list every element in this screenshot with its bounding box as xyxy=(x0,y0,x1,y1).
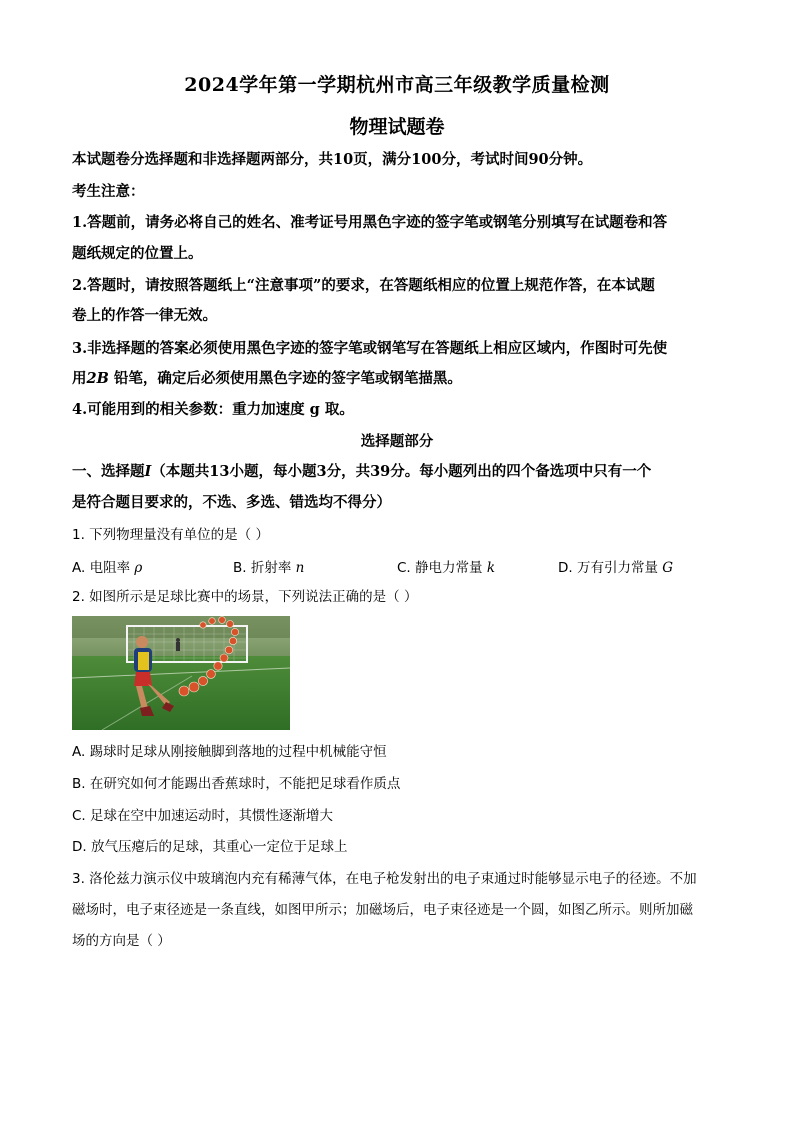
question-1-option-b: B. 折射率 n xyxy=(233,560,305,576)
notice-intro: 本试题卷分选择题和非选择题两部分，共10页，满分100分，考试时间90分钟。 xyxy=(72,151,593,168)
question-1-option-d: D. 万有引力常量 G xyxy=(558,560,674,576)
question-1-option-a: A. 电阻率 ρ xyxy=(72,560,143,576)
notice-item-3-line-2 xyxy=(72,369,732,389)
page-title: 2024学年第一学期杭州市高三年级教学质量检测 xyxy=(184,74,610,96)
pencil-grade-symbol: 2B xyxy=(86,370,109,387)
question-2-option-d: D. 放气压瘪后的足球，其重心一定位于足球上 xyxy=(72,839,348,855)
question-2-option-b: B. 在研究如何才能踢出香蕉球时，不能把足球看作质点 xyxy=(72,776,401,792)
question-1-stem: 1. 下列物理量没有单位的是（ ） xyxy=(72,527,269,543)
notice-item-1-line-1: 1.答题前，请务必将自己的姓名、准考证号用黑色字迹的签字笔或钢笔分别填写在试题卷和答 xyxy=(72,214,668,231)
part1-heading-a: 一、选择题 xyxy=(72,463,145,480)
part1-heading-line-2: 是符合题目要求的，不选、多选、错选均不得分） xyxy=(72,494,391,511)
part1-heading-b: （本题共13小题，每小题3分，共39分。每小题列出的四个备选项中只有一个 xyxy=(151,463,652,480)
part1-heading-line-1 xyxy=(72,462,732,482)
notice-item-3-line-2-a: 用 xyxy=(72,370,87,387)
notice-item-4: 4.可能用到的相关参数：重力加速度 g 取。 xyxy=(72,401,354,418)
page-subtitle: 物理试题卷 xyxy=(349,116,445,138)
question-2-option-a: A. 踢球时足球从刚接触脚到落地的过程中机械能守恒 xyxy=(72,744,387,760)
question-3-stem-line-2: 磁场时，电子束径迹是一条直线，如图甲所示；加磁场后，电子束径迹是一个圆，如图乙所示。则所加磁 xyxy=(72,902,693,918)
question-3-stem-line-3: 场的方向是（ ） xyxy=(72,933,171,949)
notice-heading: 考生注意： xyxy=(72,183,145,200)
section-title: 选择题部分 xyxy=(360,433,434,450)
notice-item-3-line-2-b: 铅笔，确定后必须使用黑色字迹的签字笔或钢笔描黑。 xyxy=(108,370,462,387)
notice-item-2-line-1: 2.答题时，请按照答题纸上“注意事项”的要求，在答题纸相应的位置上规范作答，在本试题 xyxy=(72,277,655,294)
question-2-option-c: C. 足球在空中加速运动时，其惯性逐渐增大 xyxy=(72,808,334,824)
soccer-kick-photo xyxy=(72,616,290,730)
notice-item-3-line-1: 3.非选择题的答案必须使用黑色字迹的签字笔或钢笔写在答题纸上相应区域内，作图时可先使 xyxy=(72,340,668,357)
notice-item-1-line-2: 题纸规定的位置上。 xyxy=(72,245,203,262)
part1-roman-symbol: I xyxy=(144,463,152,480)
question-1-option-c: C. 静电力常量 k xyxy=(397,560,495,576)
notice-item-2-line-2: 卷上的作答一律无效。 xyxy=(72,307,217,324)
question-2-stem: 2. 如图所示是足球比赛中的场景，下列说法正确的是（ ） xyxy=(72,589,418,605)
question-3-stem-line-1: 3. 洛伦兹力演示仪中玻璃泡内充有稀薄气体，在电子枪发射出的电子束通过时能够显示电子的径迹。不加 xyxy=(72,871,697,887)
